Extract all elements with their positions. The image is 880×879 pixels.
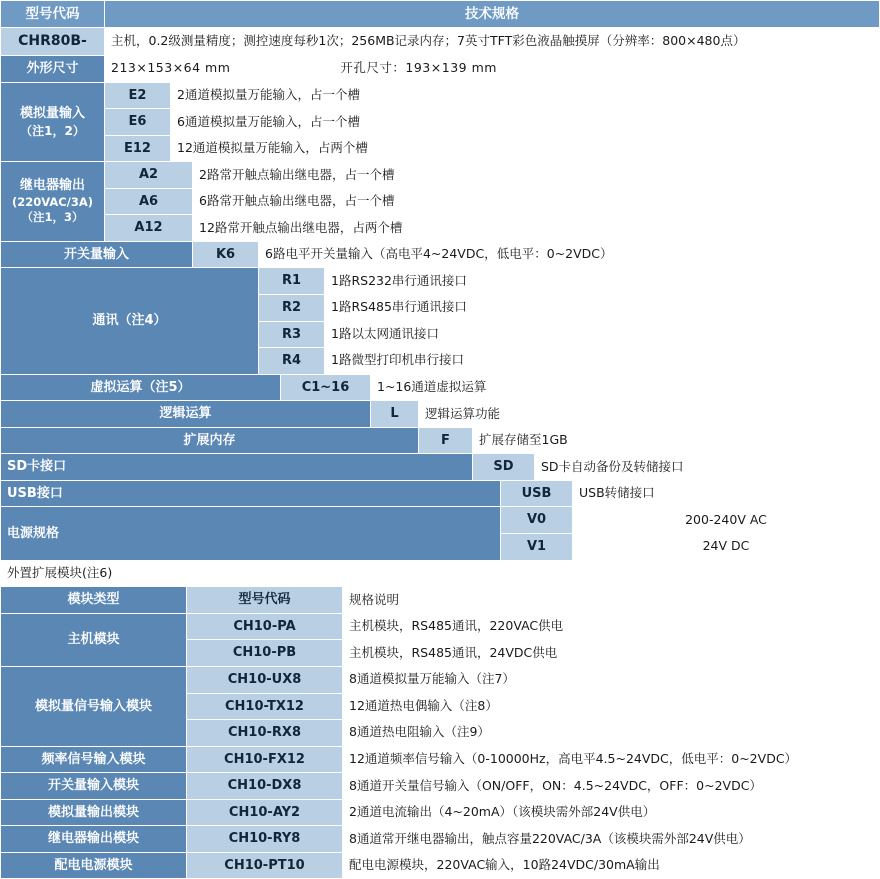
module-type-6: 配电电源模块 [1,852,187,879]
row-ext-module-title [1,560,880,586]
row-relay-output-2 [1,188,880,215]
dimensions-label: 外形尺寸 [1,56,105,83]
dimensions-size: 213×153×64 mm [111,60,231,76]
module-desc-1-0: 8通道模拟量万能输入（注7） [343,667,880,694]
main-model-code: CHR80B- [1,28,105,56]
module-code-5-0: CH10-RY8 [187,826,343,853]
table-row [1,852,880,879]
module-desc-0-0: 主机模块，RS485通讯，220VAC供电 [343,613,880,640]
analog-input-label-text: 模拟量输入 [19,106,85,122]
relay-output-code-2: A12 [105,215,193,242]
power-desc-1: 24V DC [573,533,880,560]
row-analog-input-1 [1,82,880,109]
logic-calc-desc: 逻辑运算功能 [419,401,880,428]
relay-output-code-1: A6 [105,188,193,215]
sd-card-code: SD [473,454,535,481]
relay-output-code-0: A2 [105,162,193,189]
module-desc-6-0: 配电电源模块，220VAC输入，10路24VDC/30mA输出 [343,852,880,879]
row-virtual-calc [1,374,880,401]
module-code-0-0: CH10-PA [187,613,343,640]
switch-input-label: 开关量输入 [1,241,193,268]
table-row [1,799,880,826]
analog-input-code-1: E6 [105,109,171,136]
comm-code-3: R4 [259,348,325,375]
row-relay-output-1 [1,162,880,189]
usb-code: USB [501,480,573,507]
module-desc-5-0: 8通道常开继电器输出，触点容量220VAC/3A（该模块需外部24V供电） [343,826,880,853]
module-desc-4-0: 2通道电流输出（4~20mA）（该模块需外部24V供电） [343,799,880,826]
module-type-5: 继电器输出模块 [1,826,187,853]
relay-output-desc-1: 6路常开触点输出继电器，占一个槽 [193,188,880,215]
logic-calc-label: 逻辑运算 [1,401,371,428]
relay-output-label-note: (220VAC/3A)（注1，3） [11,194,94,225]
module-type-4: 模拟量输出模块 [1,799,187,826]
row-power-1 [1,507,880,534]
comm-label: 通讯（注4） [1,268,259,374]
comm-desc-3: 1路微型打印机串行接口 [325,348,880,375]
switch-input-desc: 6路电平开关量输入（高电平4~24VDC，低电平：0~2VDC） [259,241,880,268]
table-row [1,773,880,800]
row-analog-input-3 [1,135,880,162]
module-code-6-0: CH10-PT10 [187,852,343,879]
row-relay-output-3 [1,215,880,242]
module-desc-1-1: 12通道热电偶输入（注8） [343,693,880,720]
relay-output-desc-2: 12路常开触点输出继电器，占两个槽 [193,215,880,242]
relay-output-label [1,162,105,242]
comm-desc-0: 1路RS232串行通讯接口 [325,268,880,295]
dimensions-values [105,56,880,83]
module-type-1: 模拟量信号输入模块 [1,667,187,747]
module-code-2-0: CH10-FX12 [187,746,343,773]
row-comm-1 [1,268,880,295]
table-row [1,746,880,773]
module-header-type: 模块类型 [1,587,187,614]
module-header-code: 型号代码 [187,587,343,614]
module-desc-0-1: 主机模块，RS485通讯，24VDC供电 [343,640,880,667]
row-analog-input-2 [1,109,880,136]
power-code-1: V1 [501,533,573,560]
virtual-calc-code: C1~16 [281,374,371,401]
module-type-0: 主机模块 [1,613,187,666]
ext-module-title: 外置扩展模块(注6) [1,560,880,586]
row-dimensions [1,56,880,83]
logic-calc-code: L [371,401,419,428]
header-spec: 技术规格 [105,1,880,28]
power-desc-0: 200-240V AC [573,507,880,534]
analog-input-code-0: E2 [105,82,171,109]
module-type-3: 开关量输入模块 [1,773,187,800]
row-logic-calc [1,401,880,428]
module-table [0,586,880,879]
module-header-desc: 规格说明 [343,587,880,614]
usb-desc: USB转储接口 [573,480,880,507]
sd-card-desc: SD卡自动备份及转储接口 [535,454,880,481]
ext-memory-label: 扩展内存 [1,427,419,454]
analog-input-desc-1: 6通道模拟量万能输入，占一个槽 [171,109,880,136]
row-usb [1,480,880,507]
table-row [1,667,880,694]
analog-input-desc-2: 12通道模拟量万能输入，占两个槽 [171,135,880,162]
comm-desc-2: 1路以太网通讯接口 [325,321,880,348]
sd-card-label: SD卡接口 [1,454,473,481]
header-model-code: 型号代码 [1,1,105,28]
dimensions-cutout: 开孔尺寸：193×139 mm [340,60,497,76]
usb-label: USB接口 [1,480,501,507]
module-code-3-0: CH10-DX8 [187,773,343,800]
switch-input-code: K6 [193,241,259,268]
virtual-calc-desc: 1~16通道虚拟运算 [371,374,880,401]
main-model-desc: 主机，0.2级测量精度；测控速度每秒1次；256MB记录内存；7英寸TFT彩色液晶触摸屏（分辨率：800×480点） [105,28,880,56]
table-header-row [1,1,880,28]
module-code-1-1: CH10-TX12 [187,693,343,720]
module-code-1-0: CH10-UX8 [187,667,343,694]
analog-input-desc-0: 2通道模拟量万能输入，占一个槽 [171,82,880,109]
comm-code-0: R1 [259,268,325,295]
relay-output-desc-0: 2路常开触点输出继电器，占一个槽 [193,162,880,189]
module-desc-1-2: 8通道热电阻输入（注9） [343,720,880,747]
comm-code-1: R2 [259,295,325,322]
relay-output-label-text: 继电器输出 [19,178,85,194]
ext-memory-desc: 扩展存储至1GB [473,427,880,454]
comm-code-2: R3 [259,321,325,348]
module-code-4-0: CH10-AY2 [187,799,343,826]
analog-input-code-2: E12 [105,135,171,162]
module-type-2: 频率信号输入模块 [1,746,187,773]
power-code-0: V0 [501,507,573,534]
ext-memory-code: F [419,427,473,454]
table-row [1,826,880,853]
analog-input-label [1,82,105,162]
comm-desc-1: 1路RS485串行通讯接口 [325,295,880,322]
analog-input-label-note: （注1，2） [20,123,85,138]
table-row [1,613,880,640]
module-code-0-1: CH10-PB [187,640,343,667]
module-desc-3-0: 8通道开关量信号输入（ON/OFF，ON：4.5~24VDC，OFF：0~2VDC） [343,773,880,800]
module-code-1-2: CH10-RX8 [187,720,343,747]
power-label: 电源规格 [1,507,501,560]
virtual-calc-label: 虚拟运算（注5） [1,374,281,401]
row-ext-memory [1,427,880,454]
row-sd-card [1,454,880,481]
module-header-row [1,587,880,614]
module-desc-2-0: 12通道频率信号输入（0-10000Hz，高电平4.5~24VDC，低电平：0~2VDC） [343,746,880,773]
row-switch-input [1,241,880,268]
row-main-model [1,28,880,56]
